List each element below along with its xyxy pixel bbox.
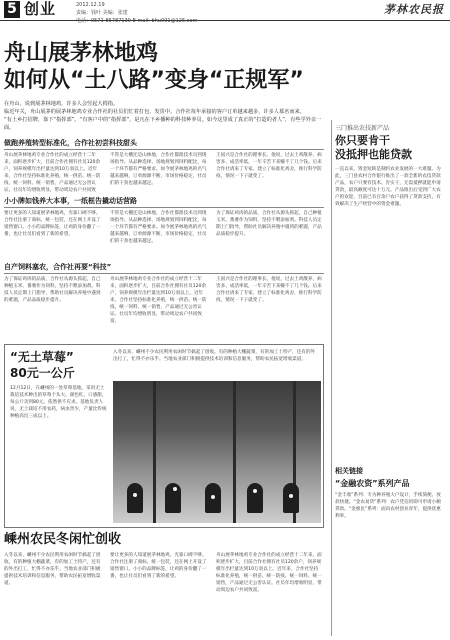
- photo-detail: [253, 489, 257, 493]
- paper-name: 茅林农民报: [384, 3, 444, 16]
- date-line: 2012.12.19: [76, 2, 105, 8]
- rail-headline-line-1: 你只要肯干: [335, 134, 390, 147]
- lead-line: 临近年关，舟山展茅的展茅林地鸡专业合作社的社员们忙着打包、发货中。合作社每年承接的客户订单越来越多，许多人慕名而来。: [4, 109, 305, 115]
- masthead-info: [76, 1, 197, 25]
- photo-detail: [211, 495, 215, 499]
- contact-line: 电话：0571-85787139 E-mail: bhu001@126.com: [76, 18, 198, 24]
- photo-detail: [283, 483, 299, 513]
- feature-box: [4, 344, 324, 528]
- article-column: 舟山展茅林地鸡专业合作社的成立经营十二年来，面积逐步扩大，目前合作社拥有社员120余户，饲养规模年出栏量达到10万羽以上。近年来，合作社坚持标准化养殖，统一供苗、统一防疫、统一饲料、统一销售，产品通过无公害认证。社员年均增收明显，带动周边农户共同致富。: [216, 553, 322, 593]
- rail-headline: [335, 134, 445, 162]
- article-column: 要让更多的人知道展茅林地鸡，光靠口碑不够。合作社注册了商标，统一包装，还在网上开设了销售窗口。小小的品牌标签，让鸡的身价翻了一番，也让社员们看到了新的希望。: [110, 553, 207, 579]
- lead-line: 在舟山，说到展茅林地鸡，许多人会竖起大拇指。: [4, 101, 119, 107]
- masthead: [0, 0, 450, 24]
- rail-article: 一直以来，资金短缺是制约农业发展的一大难题。为此，三门县农村合作银行推出了一款全新的农技贷款产品，农户只要有技术、肯实干，无需抵押就能申请贷款，最高额度可达十万元。产品推出后受到广大农户的欢迎，目前已有百余户农户获得了贷款支持，有效解决了生产经营中的资金难题。: [335, 167, 441, 207]
- page-number: 5: [4, 1, 20, 18]
- feature-text: 12月12日，在嵊州的一处草莓基地，采用无土栽培技术种出的草莓个头大、颜色红、口感甜，每公斤卖到80元，依然供不应求。基地负责人说，无土栽培不用农药，病虫害少，产量比传统种植高出三成以上。: [10, 386, 107, 419]
- photo-detail: [247, 483, 263, 513]
- photo-detail: [127, 483, 143, 513]
- lead-line: “有土乡打招牌，靠下“指挥部”。“有客户中的“指挥部”，是凡在下乡播种的科技种养员。如今这里成了真正的“打造的者人”，有些学外亲一面。: [4, 117, 322, 131]
- rail-headline-line-2: 没抵押也能贷款: [335, 148, 412, 161]
- feature-subtitle: 80元一公斤: [10, 366, 75, 380]
- photo-detail: [173, 487, 177, 491]
- article-column: 不管是大棚还是山林地，合作社都派技术员到现场指导。从品种选择、场地规划到饲料配比，每一个环节都有严格要求。如今展茅林地鸡的名气越来越响，订单源源不断，市场价格稳定，社员们的干劲也越来越足。: [110, 153, 207, 186]
- article-column: 入冬以来，嵊州不少农民利用农闲时节搞起了创收。有的种植大棚蔬菜，有的加工土特产，还有的外出打工，忙得不亦乐乎。当地农业部门积极提供技术培训和信息服务，帮助农民拓宽增收渠道。: [4, 553, 101, 586]
- article-column: 为了保证鸡肉的品质，合作社从源头抓起，自己种植玉米、番薯作为饲料，坚持不喂添加剂。科技人员定期上门指导，帮助社员解决养殖中遇到的难题，产品品质稳步提升。: [216, 211, 322, 237]
- photo-detail: [133, 493, 137, 497]
- related-title: “金融农资”系列产品: [335, 479, 410, 488]
- article-column: 王国兴是合作社的理事长。他说，过去土鸡散养，病害多、成活率低，一年辛苦下来赚不了几个钱。后来合作社请来了专家，建立了标准化鸡舍，推行科学防疫，情况一下子就变了。: [216, 153, 322, 179]
- headline-line-2: 如何从“土八路”变身“正规军”: [4, 68, 304, 93]
- related-text: “金丰收”系列：专为种养殖大户设计，手续简便、放款快捷。“金农易贷”系列：农户凭信用即可申请小额贷款。“金惠民”系列：面向农村创业青年，提供优惠利率。: [335, 493, 441, 519]
- rail-kicker: 三门推出农技新产品: [335, 125, 390, 132]
- staff-line: 责编：钱叶 美编：张建: [76, 10, 128, 16]
- related-label: 相关链接: [335, 467, 363, 475]
- article-column: 要让更多的人知道展茅林地鸡，光靠口碑不够。合作社注册了商标，统一包装，还在网上开设了销售窗口。小小的品牌标签，让鸡的身价翻了一番，也让社员们看到了新的希望。: [4, 211, 101, 237]
- main-headline: [4, 40, 324, 94]
- feature-title: “无土草莓”: [10, 350, 74, 364]
- article-column: 王国兴是合作社的理事长。他说，过去土鸡散养，病害多、成活率低，一年辛苦下来赚不了几个钱。后来合作社请来了专家，建立了标准化鸡舍，推行科学防疫，情况一下子就变了。: [216, 277, 322, 303]
- article-column: 为了保证鸡肉的品质，合作社从源头抓起，自己种植玉米、番薯作为饲料，坚持不喂添加剂。科技人员定期上门指导，帮助社员解决养殖中遇到的难题，产品品质稳步提升。: [4, 277, 101, 303]
- photo-detail: [153, 381, 156, 523]
- photo-detail: [233, 381, 236, 523]
- section-heading: 做跑养殖转型标准化，合作社初尝科技甜头: [4, 138, 324, 150]
- feature-text-top: 入冬以来，嵊州不少农民利用农闲时节搞起了创收。有的种植大棚蔬菜，有的加工土特产，还有的外出打工，忙得不亦乐乎。当地农业部门积极提供技术培训和信息服务，帮助农民拓宽增收渠道。: [113, 350, 316, 362]
- section-title: 创业: [24, 0, 57, 18]
- headline-line-1: 舟山展茅林地鸡: [4, 41, 159, 66]
- article-column: 舟山展茅林地鸡专业合作社的成立经营十二年来，面积逐步扩大，目前合作社拥有社员120余户，饲养规模年出栏量达到10万羽以上。近年来，合作社坚持标准化养殖，统一供苗、统一防疫、统一饲料、统一销售，产品通过无公害认证。社员年均增收明显，带动周边农户共同致: [4, 153, 101, 192]
- section-heading: 自产饲料塞农，合作社再要“科技”: [4, 262, 324, 274]
- article-column: 不管是大棚还是山林地，合作社都派技术员到现场指导。从品种选择、场地规划到饲料配比，每一个环节都有严格要求。如今展茅林地鸡的名气越来越响，订单源源不断，市场价格稳定，社员们的干劲也越来越足。: [110, 211, 207, 244]
- greenhouse-photo: [113, 381, 321, 523]
- lead-paragraph: [4, 100, 322, 132]
- photo-detail: [289, 494, 293, 498]
- article-column: 舟山展茅林地鸡专业合作社的成立经营十二年来，面积逐步扩大，目前合作社拥有社员120余户，饲养规模年出栏量达到10万羽以上。近年来，合作社坚持标准化养殖，统一供苗、统一防疫、统一饲料、统一销售，产品通过无公害认证。社员年均增收明显，带动周边农户共同致富。: [110, 277, 207, 324]
- bottom-headline: 嵊州农民冬闲忙创收: [4, 532, 122, 547]
- section-heading: 小小牌如钱养大本事，一纸框告撬动话营路: [4, 196, 324, 208]
